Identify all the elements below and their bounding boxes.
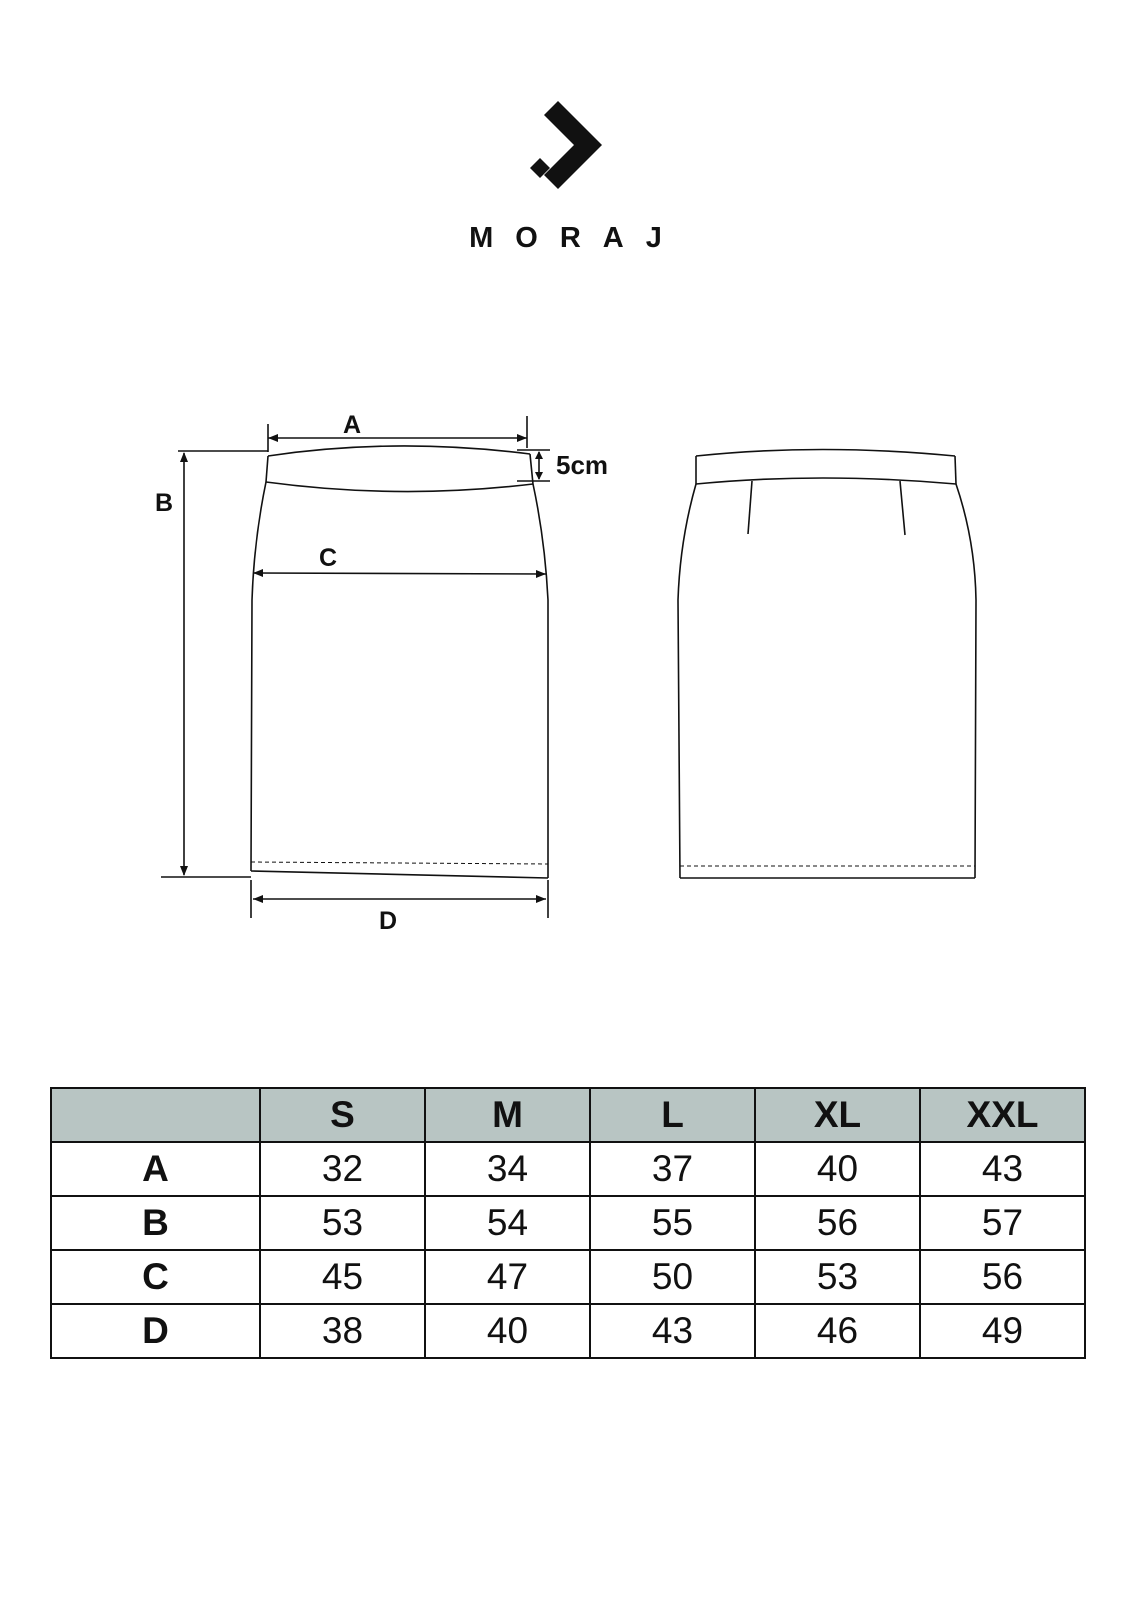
row-label: A [51,1142,260,1196]
size-header: M [425,1088,590,1142]
table-cell: 53 [260,1196,425,1250]
table-row [51,1250,1085,1304]
label-a: A [342,411,362,439]
label-c: C [318,544,338,572]
table-cell: 47 [425,1250,590,1304]
dimension-c [253,573,546,574]
size-table [50,1087,1086,1359]
table-cell: 38 [260,1304,425,1358]
table-cell: 53 [755,1250,920,1304]
size-header: L [590,1088,755,1142]
size-header-row [51,1088,1085,1142]
table-cell: 40 [755,1142,920,1196]
table-cell: 37 [590,1142,755,1196]
table-cell: 56 [755,1196,920,1250]
table-cell: 49 [920,1304,1085,1358]
table-cell: 50 [590,1250,755,1304]
table-cell: 46 [755,1304,920,1358]
table-cell: 57 [920,1196,1085,1250]
label-d: D [378,907,398,935]
row-label: B [51,1196,260,1250]
table-cell: 34 [425,1142,590,1196]
size-header: XXL [920,1088,1085,1142]
table-cell: 54 [425,1196,590,1250]
label-waistband: 5cm [556,450,609,480]
label-b: B [154,489,174,517]
table-cell: 56 [920,1250,1085,1304]
brand-name: MORAJ [469,222,684,254]
corner-cell [51,1088,260,1142]
table-cell: 40 [425,1304,590,1358]
table-cell: 55 [590,1196,755,1250]
skirt-front-outline [251,446,548,878]
size-header: XL [755,1088,920,1142]
dimension-d [251,880,548,918]
table-row [51,1142,1085,1196]
table-cell: 43 [920,1142,1085,1196]
table-row [51,1196,1085,1250]
row-label: D [51,1304,260,1358]
table-cell: 43 [590,1304,755,1358]
dimension-waistband [517,450,550,481]
size-header: S [260,1088,425,1142]
skirt-back-outline [678,450,976,879]
table-cell: 32 [260,1142,425,1196]
table-row [51,1304,1085,1358]
row-label: C [51,1250,260,1304]
table-cell: 45 [260,1250,425,1304]
